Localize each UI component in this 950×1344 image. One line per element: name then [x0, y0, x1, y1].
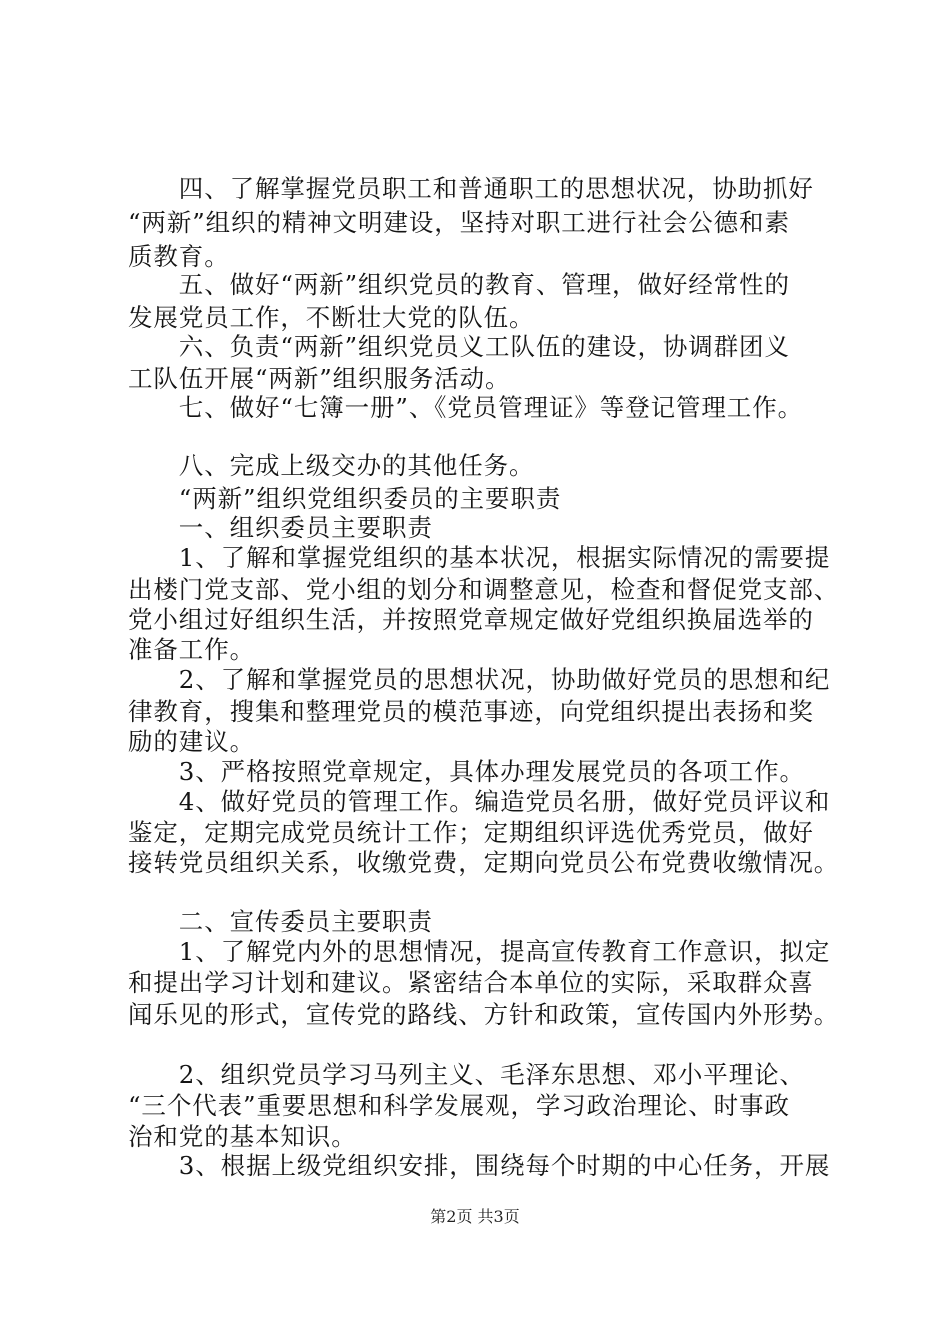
text-line: 律教育，搜集和整理党员的模范事迹，向党组织提出表扬和奖: [128, 697, 814, 726]
text-line: 党小组过好组织生活，并按照党章规定做好党组织换届选举的: [128, 605, 814, 634]
text-line: 四、了解掌握党员职工和普通职工的思想状况，协助抓好: [128, 174, 814, 203]
text-line: 准备工作。: [128, 635, 255, 664]
text-line: 2、组织党员学习马列主义、毛泽东思想、邓小平理论、: [128, 1060, 805, 1089]
text-line: “三个代表”重要思想和科学发展观，学习政治理论、时事政: [128, 1091, 790, 1120]
text-line: 出楼门党支部、党小组的划分和调整意见，检查和督促党支部、: [128, 575, 840, 604]
text-line: 3、根据上级党组织安排，围绕每个时期的中心任务，开展: [128, 1151, 831, 1180]
text-line: 发展党员工作，不断壮大党的队伍。: [128, 303, 535, 332]
text-line: 治和党的基本知识。: [128, 1122, 357, 1151]
text-line: 励的建议。: [128, 727, 255, 756]
text-line: 闻乐见的形式，宣传党的路线、方针和政策，宣传国内外形势。: [128, 1000, 840, 1029]
text-line: 六、负责“两新”组织党员义工队伍的建设，协调群团义: [128, 332, 790, 361]
text-line: 质教育。: [128, 242, 230, 271]
section-title: “两新”组织党组织委员的主要职责: [128, 484, 562, 513]
text-line: 八、完成上级交办的其他任务。: [128, 451, 535, 480]
text-line: 工队伍开展“两新”组织服务活动。: [128, 364, 511, 393]
text-line: 2、了解和掌握党员的思想状况，协助做好党员的思想和纪: [128, 665, 831, 694]
text-line: “两新”组织的精神文明建设，坚持对职工进行社会公德和素: [128, 208, 790, 237]
section-heading: 一、组织委员主要职责: [128, 513, 433, 542]
text-line: 五、做好“两新”组织党员的教育、管理，做好经常性的: [128, 270, 790, 299]
page-footer: 第2页 共3页: [430, 1207, 520, 1226]
text-line: 和提出学习计划和建议。紧密结合本单位的实际，采取群众喜: [128, 968, 814, 997]
text-line: 接转党员组织关系，收缴党费，定期向党员公布党费收缴情况。: [128, 848, 840, 877]
text-line: 3、严格按照党章规定，具体办理发展党员的各项工作。: [128, 757, 805, 786]
text-line: 1、了解和掌握党组织的基本状况，根据实际情况的需要提: [128, 543, 831, 572]
section-heading: 二、宣传委员主要职责: [128, 907, 433, 936]
text-line: 4、做好党员的管理工作。编造党员名册，做好党员评议和: [128, 787, 831, 816]
text-line: 1、了解党内外的思想情况，提高宣传教育工作意识，拟定: [128, 937, 831, 966]
text-line: 鉴定，定期完成党员统计工作；定期组织评选优秀党员，做好: [128, 818, 814, 847]
text-line: 七、做好“七簿一册”、《党员管理证》等登记管理工作。: [128, 393, 803, 422]
